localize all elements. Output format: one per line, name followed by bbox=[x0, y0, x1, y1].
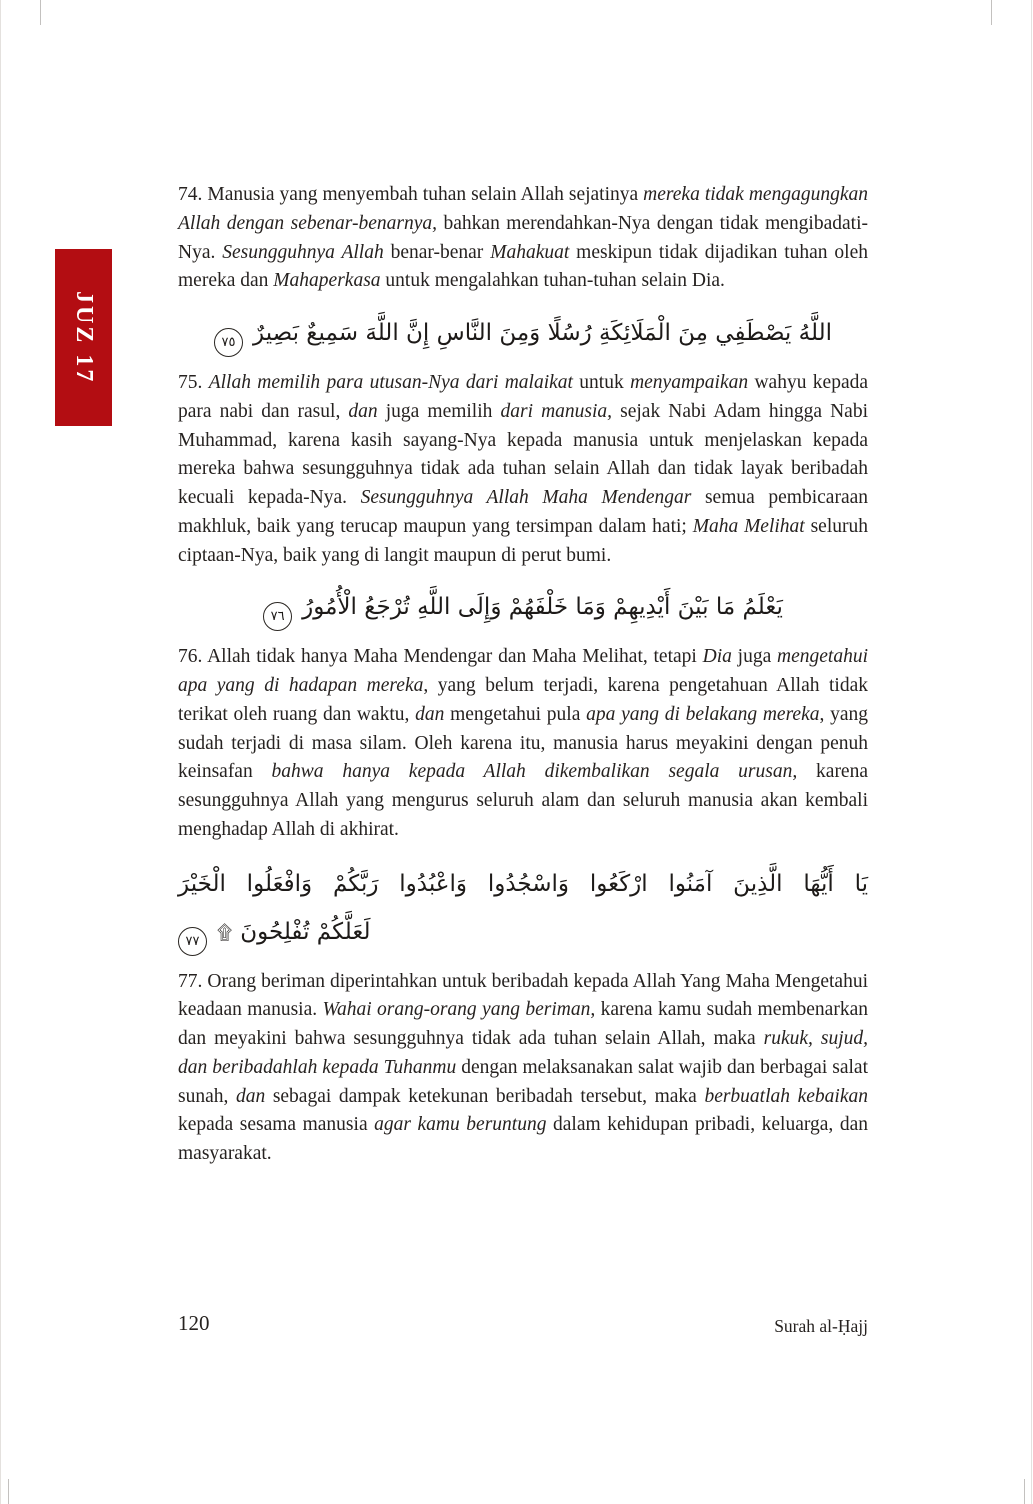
text-run: dalam kehidupan pribadi, keluarga, dan masyarakat. bbox=[178, 1114, 868, 1164]
text-run: Dia bbox=[702, 646, 732, 668]
text-run: meskipun tidak dijadikan tuhan oleh mereka dan bbox=[178, 241, 869, 292]
crop-mark-bottom-right bbox=[1024, 1479, 1025, 1504]
verse-77-line-2-text: لَعَلَّكُمْ تُفْلِحُونَ bbox=[240, 918, 371, 945]
text-run: 75. bbox=[178, 372, 209, 393]
surah-title: Surah al-Ḥajj bbox=[774, 1316, 868, 1336]
text-run: 74. Manusia yang menyembah tuhan selain Allah sejatinya bbox=[178, 184, 644, 205]
text-run: juga bbox=[731, 646, 778, 668]
text-run: untuk mengalahkan tuhan-tuhan selain Dia. bbox=[380, 270, 725, 292]
text-run: berbuatlah kebaikan bbox=[704, 1085, 868, 1107]
verse-76-text: يَعْلَمُ مَا بَيْنَ أَيْدِيهِمْ وَمَا خَلْفَهُمْ وَإِلَى اللَّهِ تُرْجَعُ الْأُمُورُ bbox=[302, 594, 783, 621]
text-run: seluruh ciptaan-Nya, baik yang di langit maupun di perut bumi. bbox=[178, 515, 868, 566]
text-run: mengetahui pula bbox=[444, 703, 587, 725]
quran-verse-75 bbox=[178, 310, 868, 357]
juz-tab bbox=[55, 249, 112, 426]
paragraph-76 bbox=[178, 643, 868, 844]
text-run: juga memilih bbox=[377, 400, 501, 422]
text-run: 77. Orang beriman diperintahkan untuk beribadah kepada Allah Yang Maha Mengetahui keadaan manusia. bbox=[178, 970, 868, 1021]
text-run: , yang belum terjadi, karena pengetahuan Allah tidak terikat oleh ruang dan waktu, bbox=[178, 675, 868, 725]
ayah-marker-77-icon bbox=[178, 927, 207, 956]
ayah-number-text: ٧٦ bbox=[270, 609, 285, 625]
paragraph-74 bbox=[178, 181, 868, 296]
text-run: dari manusia, bbox=[500, 400, 613, 422]
text-run: Sesungguhnya Allah Maha Mendengar bbox=[360, 487, 692, 508]
text-run: dengan melaksanakan salat wajib dan berbagai salat sunah, bbox=[178, 1056, 868, 1107]
page-number: 120 bbox=[178, 1311, 210, 1335]
text-run: Wahai orang-orang yang beriman, bbox=[322, 999, 596, 1021]
text-run: semua pembicaraan makhluk, baik yang terucap maupun yang tersimpan dalam hati; bbox=[178, 487, 868, 537]
text-run: dan bbox=[415, 703, 445, 725]
juz-tab-label: JUZ 17 bbox=[71, 290, 97, 385]
text-run: apa yang di belakang mereka bbox=[586, 703, 820, 725]
text-run: Allah memilih para utusan-Nya dari malaikat bbox=[208, 372, 573, 393]
ayah-number-text: ٧٥ bbox=[221, 335, 236, 350]
text-run: , yang sudah terjadi di masa silam. Oleh karena itu, manusia harus meyakini dengan penuh keinsafan bbox=[178, 703, 869, 783]
text-run: rukuk, sujud, dan beribadahlah kepada Tuhanmu bbox=[178, 1028, 868, 1078]
verse-77-line-1: يَا أَيُّهَا الَّذِينَ آمَنُوا ارْكَعُوا وَاسْجُدُوا وَاعْبُدُوا رَبَّكُمْ وَافْعَلُوا الْخَيْرَ bbox=[178, 870, 868, 897]
text-run: sebagai dampak ketekunan beribadah tersebut, maka bbox=[265, 1085, 705, 1107]
text-run: 76. Allah tidak hanya Maha Mendengar dan Maha Melihat, tetapi bbox=[178, 646, 703, 668]
crop-mark-top-left bbox=[40, 0, 41, 25]
text-run: untuk bbox=[572, 372, 631, 393]
text-run: sejak Nabi Adam hingga Nabi Muhammad, karena kasih sayang-Nya kepada manusia untuk menjelaskan kepada mereka bahwa sesungguhnya tidak ada tuhan selain Allah dan tidak layak beribadah kecuali kepada-Nya. bbox=[178, 400, 868, 508]
ayah-marker-76-icon bbox=[263, 602, 292, 631]
page-content bbox=[178, 181, 868, 1179]
paragraph-77 bbox=[178, 968, 868, 1169]
ayah-number-text: ٧٧ bbox=[185, 933, 200, 949]
ayah-marker-75-icon bbox=[214, 328, 243, 357]
quran-verse-77 bbox=[178, 861, 868, 956]
text-run: dan bbox=[235, 1085, 266, 1107]
text-run: karena sesungguhnya Allah yang mengurus seluruh alam dan seluruh manusia akan kembali menghadap Allah di akhirat. bbox=[178, 761, 868, 840]
text-run: benar-benar bbox=[383, 241, 491, 263]
text-run: menyampaikan bbox=[630, 372, 749, 393]
crop-mark-top-right bbox=[991, 0, 992, 25]
page-edge-right bbox=[1031, 0, 1032, 1504]
page-edge-left bbox=[0, 0, 1, 1504]
verse-77-line-2 bbox=[178, 909, 868, 956]
quran-verse-76 bbox=[178, 584, 868, 631]
text-run: Sesungguhnya Allah bbox=[222, 241, 384, 263]
sajdah-icon: ۩ bbox=[217, 919, 233, 944]
text-run: wahyu kepada para nabi dan rasul, bbox=[178, 372, 868, 422]
paragraph-75 bbox=[178, 369, 868, 570]
text-run: Mahaperkasa bbox=[273, 270, 381, 292]
text-run: Mahakuat bbox=[490, 241, 570, 263]
text-run: karena kamu sudah membenarkan dan meyakini bahwa sesungguhnya tidak ada tuhan selain Allah, maka bbox=[178, 999, 868, 1049]
text-run: mengetahui apa yang di hadapan mereka bbox=[178, 646, 869, 696]
verse-75-text: اللَّهُ يَصْطَفِي مِنَ الْمَلَائِكَةِ رُسُلًا وَمِنَ النَّاسِ إِنَّ اللَّهَ سَمِيعٌ بَصِيرٌ bbox=[253, 320, 832, 346]
text-run: kepada sesama manusia bbox=[178, 1114, 375, 1136]
text-run: Maha Melihat bbox=[692, 515, 805, 537]
crop-mark-bottom-left bbox=[8, 1479, 9, 1504]
text-run: mereka tidak mengagungkan Allah dengan sebenar-benarnya, bbox=[178, 184, 868, 234]
text-run: bahwa hanya kepada Allah dikembalikan segala urusan, bbox=[271, 761, 798, 783]
text-run: agar kamu beruntung bbox=[374, 1114, 547, 1136]
text-run: bahkan merendahkan-Nya dengan tidak mengibadati-Nya. bbox=[178, 212, 868, 263]
text-run: dan bbox=[348, 400, 378, 422]
